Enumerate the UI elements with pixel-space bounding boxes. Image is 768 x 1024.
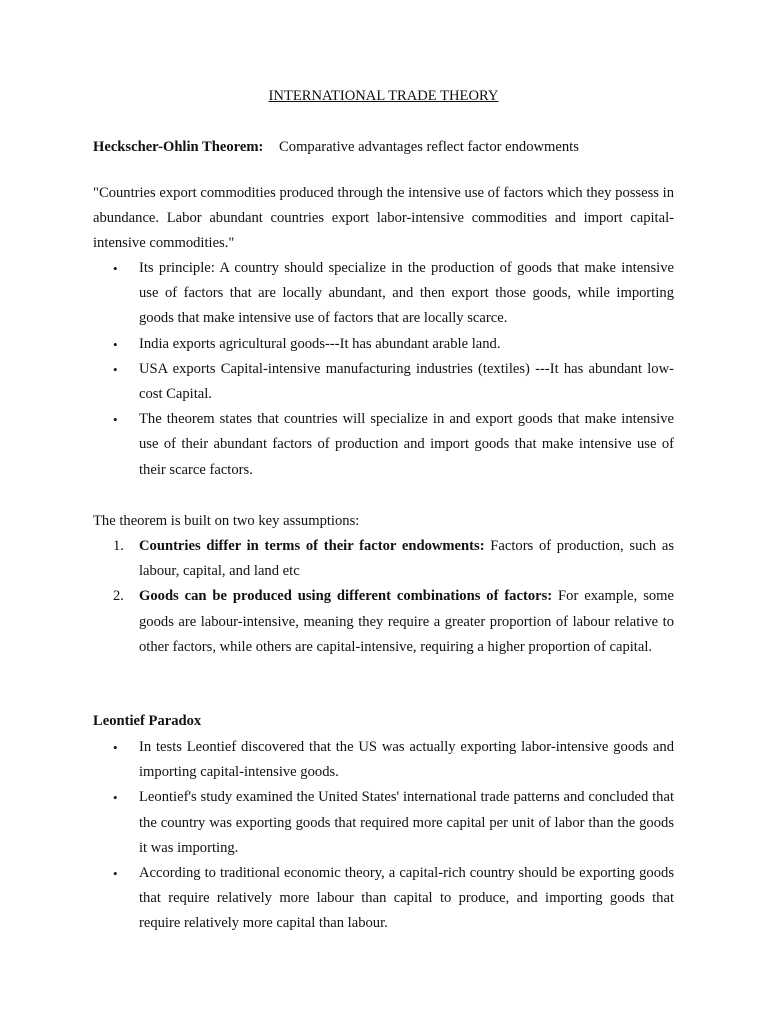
list-item: [93, 357, 674, 407]
bullet-text: The theorem states that countries will specialize in and export goods that make intensive use of their abundant factors of production and import goods that make intensive use of their scarce factors.: [139, 411, 674, 478]
heckscher-ohlin-subheading: Comparative advantages reflect factor endowments: [279, 139, 579, 155]
assumption-bold-lead: Goods can be produced using different combinations of factors:: [139, 588, 553, 605]
heckscher-ohlin-heading-line: [93, 137, 579, 157]
bullet-text: According to traditional economic theory, a capital-rich country should be exporting goods that require relatively more labour than capital to produce, and importing goods that require relatively more capital than labour.: [139, 865, 674, 932]
bullet-text: India exports agricultural goods---It has abundant arable land.: [139, 335, 501, 352]
list-item: [93, 534, 674, 584]
leontief-bullet-list: [93, 735, 674, 937]
bullet-mark: •: [113, 740, 118, 755]
assumptions-intro: The theorem is built on two key assumptions:: [93, 513, 360, 529]
list-item: [93, 785, 674, 861]
assumption-text: Factors of production, such as labour, capital, and land etc: [139, 538, 674, 580]
bullet-text: Leontief's study examined the United States' international trade patterns and concluded that the country was exporting goods that required more capital per unit of labor than the goods it was importing.: [139, 789, 674, 856]
list-item: [93, 735, 674, 785]
bullet-mark: •: [113, 866, 118, 882]
list-number: 2.: [113, 588, 124, 605]
list-item: [93, 256, 674, 332]
bullet-mark: •: [113, 361, 118, 377]
assumptions-list: [93, 534, 674, 660]
list-item: [93, 332, 674, 357]
bullet-mark: •: [113, 412, 118, 428]
document-title: INTERNATIONAL TRADE THEORY: [268, 88, 499, 104]
bullet-mark: •: [113, 336, 118, 352]
assumption-text: For example, some goods are labour-intensive, meaning they require a greater proportion of labour relative to other factors, while others are capital-intensive, requiring a higher proportion of capital.: [139, 588, 674, 655]
bullet-mark: •: [113, 261, 118, 276]
heckscher-ohlin-bullet-list: [93, 256, 674, 483]
heckscher-ohlin-quote: "Countries export commodities produced through the intensive use of factors which they possess in abundance. Labor abundant countries export labor-intensive commodities and import capital-intensive commodities.": [93, 185, 674, 252]
leontief-heading: Leontief Paradox: [93, 713, 202, 729]
list-item: [93, 584, 674, 660]
bullet-text: Its principle: A country should specialize in the production of goods that make intensive use of factors that are locally abundant, and then export those goods, while importing goods that make intensive use of factors that are locally scarce.: [139, 260, 674, 327]
heckscher-ohlin-heading: Heckscher-Ohlin Theorem:: [93, 139, 264, 155]
bullet-text: In tests Leontief discovered that the US was actually exporting labor-intensive goods and importing capital-intensive goods.: [139, 739, 674, 781]
bullet-mark: •: [113, 790, 118, 806]
assumption-bold-lead: Countries differ in terms of their factor endowments:: [139, 538, 485, 554]
bullet-text: USA exports Capital-intensive manufacturing industries (textiles) ---It has abundant low-cost Capital.: [139, 360, 674, 403]
list-item: [93, 407, 674, 483]
list-item: [93, 861, 674, 937]
list-number: 1.: [113, 538, 124, 554]
